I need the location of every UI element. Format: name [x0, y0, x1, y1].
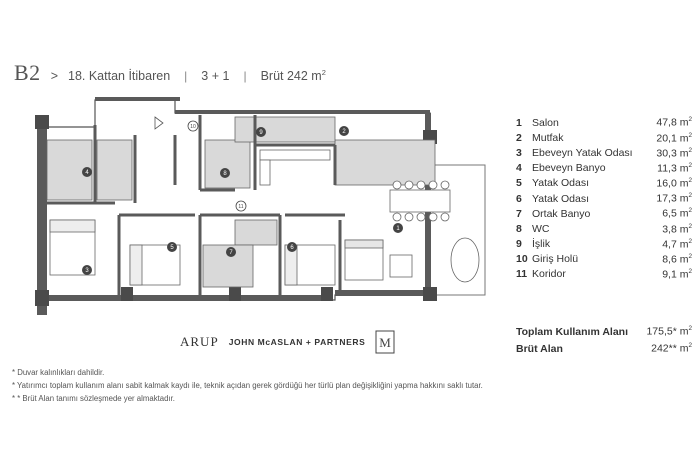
total-gross-area: Brüt Alan 242** $m^2$ [516, 342, 692, 355]
legend-row: 5 Yatak Odası 16,0 $m^2$ [516, 177, 692, 190]
legend-row: 9 İşlik 4,7 $m^2$ [516, 237, 692, 251]
svg-text:2: 2 [342, 129, 346, 135]
footnote: * Duvar kalınlıkları dahildir. [12, 368, 105, 377]
legend-row: 7 Ortak Banyo 6,5 $m^2$ [516, 207, 692, 220]
room-marker [256, 127, 266, 137]
svg-text:M: M [379, 335, 392, 350]
svg-text:10: 10 [190, 124, 196, 130]
unit-code: B2 [14, 60, 41, 85]
footnote: * * Brüt Alan tanımı sözleşmede yer almaktadır. [12, 394, 175, 403]
svg-text:8: 8 [223, 171, 227, 177]
legend-row: 2 Mutfak 20,1 $m^2$ [516, 131, 692, 145]
legend-row: 11 Koridor 9,1 $m^2$ [516, 268, 692, 281]
john-mcaslan-logo: JOHN McASLAN + PARTNERS [228, 337, 366, 347]
area-totals [516, 323, 692, 357]
unit-header [14, 60, 326, 86]
architect-logos [180, 330, 395, 354]
footnotes [12, 366, 483, 405]
room-marker [167, 242, 177, 252]
svg-text:11: 11 [238, 204, 244, 210]
svg-text:5: 5 [170, 245, 174, 251]
room-marker [226, 247, 236, 257]
legend-row: 1 Salon 47,8 $m^2$ [516, 116, 692, 129]
svg-text:9: 9 [259, 130, 263, 136]
separator: | [184, 69, 188, 83]
room-legend [516, 115, 692, 282]
legend-row: 6 Yatak Odası 17,3 $m^2$ [516, 192, 692, 205]
svg-text:7: 7 [229, 250, 233, 256]
monogram-logo [375, 330, 395, 354]
room-marker [339, 126, 349, 136]
room-marker [220, 168, 230, 178]
floor-text: 18. Kattan İtibaren [68, 69, 171, 83]
separator: | [243, 69, 247, 83]
legend-row: 10 Giriş Holü 8,6 $m^2$ [516, 253, 692, 266]
legend-row: 4 Ebeveyn Banyo 11,3 $m^2$ [516, 161, 692, 175]
total-usable-area: Toplam Kullanım Alanı 175,5* $m^2$ [516, 325, 692, 338]
svg-text:1: 1 [396, 226, 400, 232]
floor-plan [35, 95, 490, 350]
breadcrumb-arrow: > [50, 69, 58, 83]
svg-text:3: 3 [85, 268, 89, 274]
gross-area: Brüt 242 $m^2$ [260, 67, 326, 83]
room-marker [188, 121, 198, 131]
arup-logo: ARUP [180, 334, 219, 349]
svg-text:4: 4 [85, 170, 89, 176]
room-marker [393, 223, 403, 233]
room-marker [82, 167, 92, 177]
legend-row: 3 Ebeveyn Yatak Odası 30,3 $m^2$ [516, 146, 692, 160]
room-marker [287, 242, 297, 252]
room-marker [236, 201, 246, 211]
svg-text:6: 6 [290, 245, 294, 251]
legend-row: 8 WC 3,8 $m^2$ [516, 222, 692, 236]
footnote: * Yatırımcı toplam kullanım alanı sabit kalmak kaydı ile, teknik açıdan gerek gördüğü her türlü plan değişikliğini yapma hakkını saklı tutar. [12, 381, 483, 390]
room-count: 3 + 1 [201, 69, 230, 83]
room-marker [82, 265, 92, 275]
